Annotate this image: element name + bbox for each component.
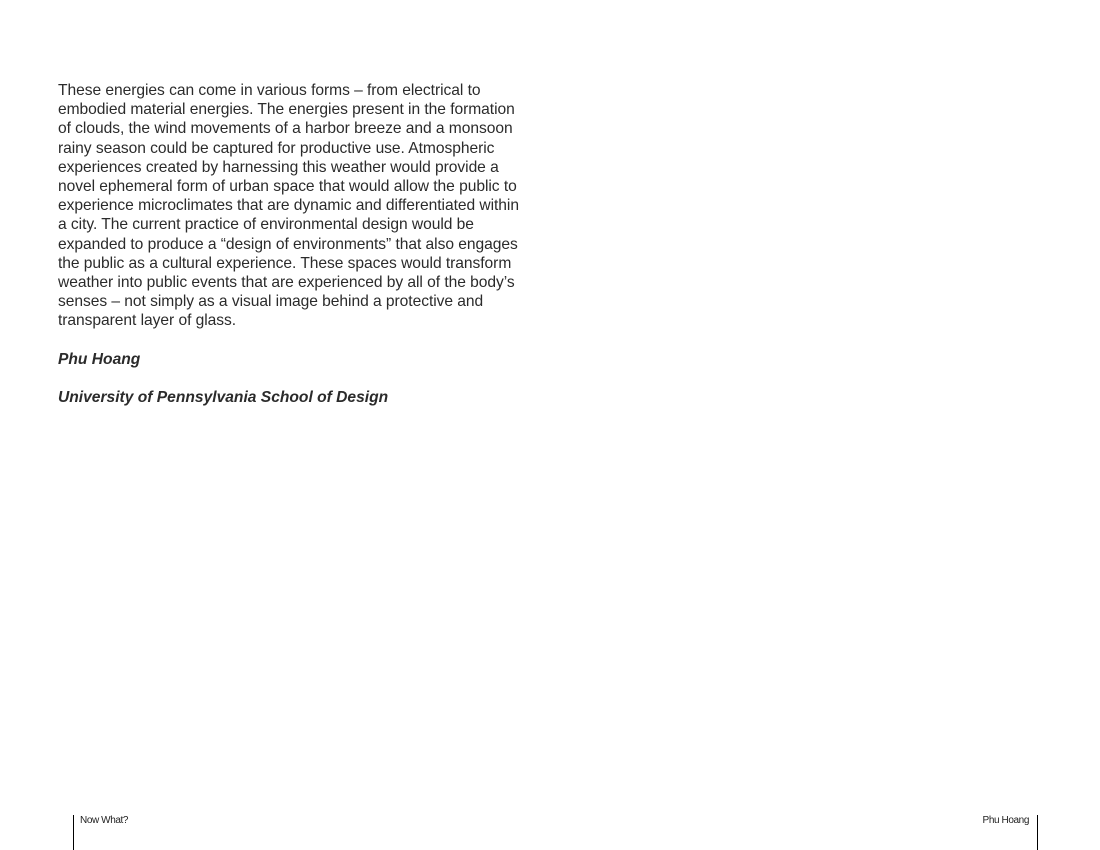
author-name: Phu Hoang	[58, 350, 141, 368]
footer-left-rule	[73, 815, 74, 850]
body-paragraph: These energies can come in various forms – from electrical to embodied material energies. The energies present in the formation of clouds, the wind movements of a harbor breeze and a monsoon rainy season could be captured for productive use. Atmospheric experiences created by harnessing this weather would provide a novel ephemeral form of urban space that would allow the public to experience microclimates that are dynamic and differentiated within a city. The current practice of environmental design would be expanded to produce a “design of environments” that also engages the public as a cultural experience. These spaces would transform weather into public events that are experienced by all of the body’s senses – not simply as a visual image behind a protective and transparent layer of glass.	[58, 82, 519, 330]
running-title: Now What?	[80, 815, 129, 826]
institution-name: University of Pennsylvania School of Design	[58, 388, 389, 406]
running-author: Phu Hoang	[982, 815, 1029, 826]
footer-right-rule	[1037, 815, 1038, 850]
article-text	[58, 81, 523, 407]
